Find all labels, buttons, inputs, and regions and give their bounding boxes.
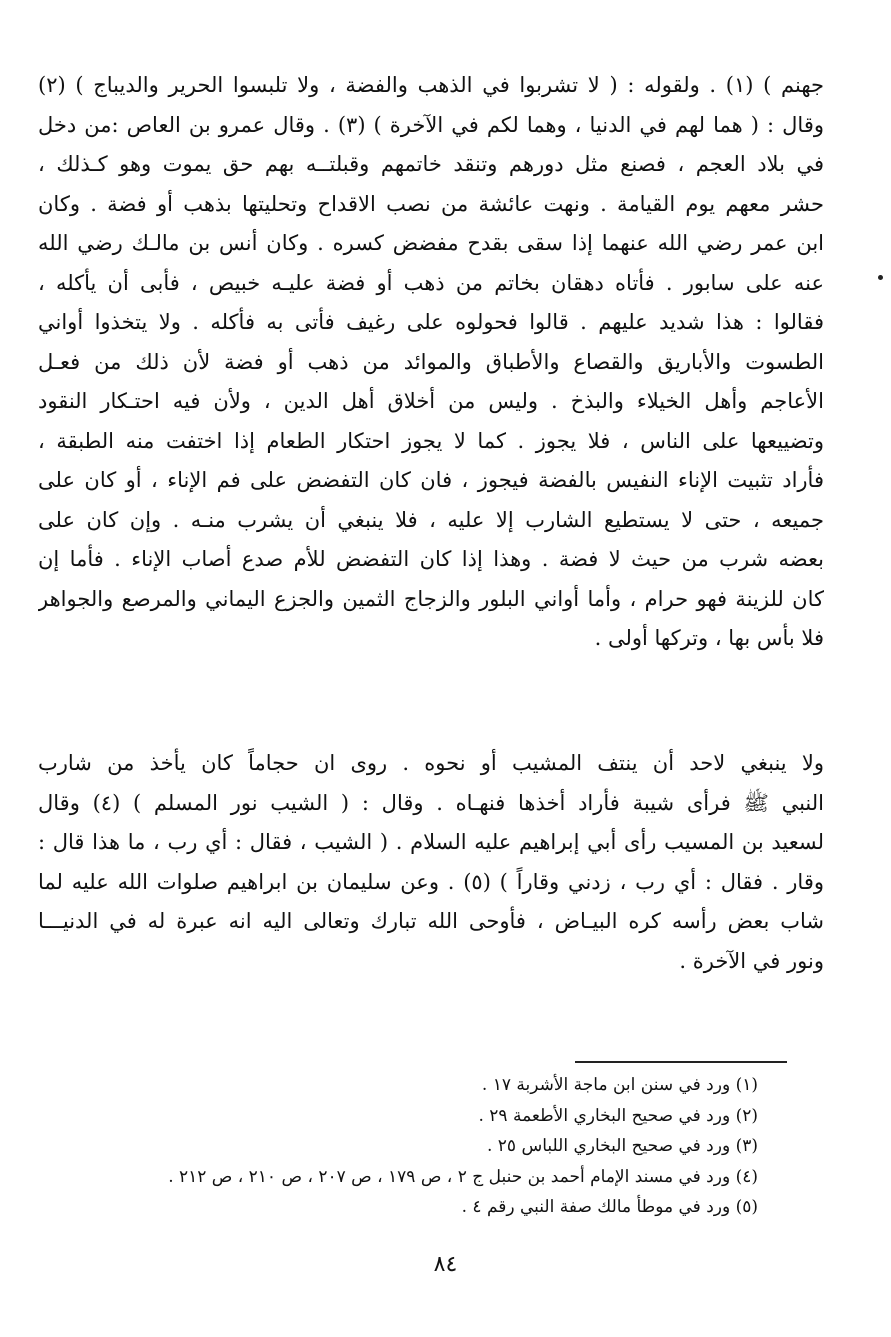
text-line: حشر معهم يوم القيامة . ونهت عائشة من نصب الاقداح وتحليتها بذهب أو فضة . وكان [38, 191, 824, 216]
text-line: فقالوا : هذا شديد عليهم . قالوا فحولوه على رغيف فأتى به فأكله . ولا يتخذوا أواني [38, 310, 824, 334]
margin-dot [878, 275, 883, 280]
text-line: فلا بأس بها ، وتركها أولى . [594, 626, 824, 650]
footnotes-list [60, 1070, 758, 1223]
text-line: شاب بعض رأسه كره البيـاض ، فأوحى الله تبارك وتعالى اليه انه عبرة له في الدنيـــا [38, 909, 824, 933]
text-line: وقار . فقال : أي رب ، زدني وقاراً ) (٥) . وعن سليمان بن ابراهيم صلوات الله عليه لما [38, 869, 824, 894]
text-line: جميعه ، حتى لا يستطيع الشارب إلا عليه ، فلا ينبغي أن يشرب منـه . وإن كان على [38, 507, 824, 532]
text-line: ابن عمر رضي الله عنهما إذا سقى بقدح مفضض كسره . وكان أنس بن مالـك رضي الله [38, 231, 824, 255]
text-line: بعضه شرب من حيث لا فضة . وهذا إذا كان التفضض للأم صدع أصاب الإناء . فأما إن [38, 547, 824, 571]
footnote: (٣) ورد في صحيح البخاري اللباس ٢٥ . [486, 1136, 758, 1156]
text-line: وقال : ( هما لهم في الدنيا ، وهما لكم في الآخرة ) (٣) . وقال عمرو بن العاص :من دخل [38, 112, 824, 137]
text-line: ونور في الآخرة . [679, 948, 824, 973]
text-line: لسعيد بن المسيب رأى أبي إبراهيم عليه السلام . ( الشيب ، فقال : أي رب ، ما هذا قال : [38, 830, 824, 854]
text-line: في بلاد العجم ، فصنع مثل دورهم وتنقد خاتمهم وقبلتــه بهم حق يموت وهو كـذلك ، [38, 152, 824, 176]
text-line: فأراد تثبيت الإناء النفيس بالفضة فيجوز ، فان كان التفضض على فم الإناء ، أو كان على [38, 468, 824, 492]
text-line: جهنم ) (١) . ولقوله : ( لا تشربوا في الذهب والفضة ، ولا تلبسوا الحرير والديباج ) (٢) [38, 73, 824, 97]
paragraph-1 [38, 66, 824, 659]
footnote: (٤) ورد في مسند الإمام أحمد بن حنبل ج ٢ ، ص ١٧٩ ، ص ٢٠٧ ، ص ٢١٠ ، ص ٢١٢ . [168, 1166, 758, 1187]
text-line: ولا ينبغي لاحد أن ينتف المشيب أو نحوه . روى ان حجاماً كان يأخذ من شارب [38, 751, 824, 775]
paragraph-2 [38, 744, 824, 981]
footnote: (٥) ورد في موطأ مالك صفة النبي رقم ٤ . [461, 1197, 758, 1217]
text-line: عنه على سابور . فأتاه دهقان بخاتم من ذهب أو فضة عليـه خبيص ، فأبى أن يأكله ، [38, 270, 824, 295]
footnote: (١) ورد في سنن ابن ماجة الأشربة ١٧ . [481, 1075, 758, 1095]
text-line: النبي ﷺ فرأى شيبة فأراد أخذها فنهـاه . وقال : ( الشيب نور المسلم ) (٤) وقال [38, 790, 824, 815]
text-line: الأعاجم وأهل الخيلاء والبذخ . وليس من أخلاق أهل الدين ، ولأن فيه احتـكار النقود [38, 389, 824, 413]
footnote: (٢) ورد في صحيح البخاري الأطعمة ٢٩ . [478, 1105, 758, 1126]
footnote-divider [575, 1061, 787, 1063]
text-line: وتضييعها على الناس ، فلا يجوز . كما لا يجوز احتكار الطعام إذا اختفت منه الطبقة ، [38, 428, 824, 453]
page-number: ٨٤ [433, 1252, 458, 1277]
text-line: الطسوت والأباريق والقصاع والأطباق والموائد من ذهب أو فضة لأن ذلك من فعـل [38, 349, 824, 374]
text-line: كان للزينة فهو حرام ، وأما أواني البلور والزجاج الثمين والجزع اليماني والمرصع والجواهر [38, 586, 824, 611]
